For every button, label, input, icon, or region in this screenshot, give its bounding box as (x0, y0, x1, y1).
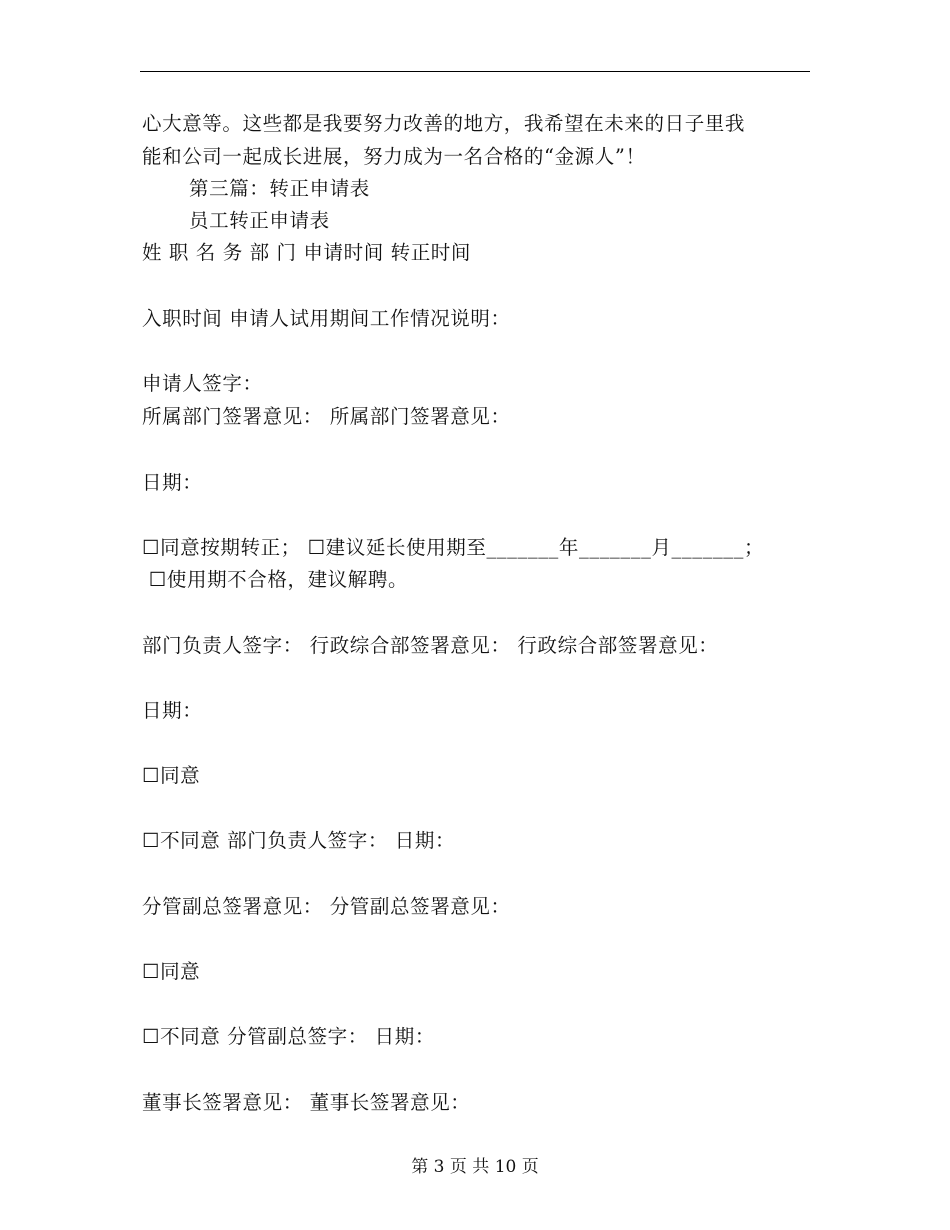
signature-opinion-row: 部门负责人签字： 行政综合部签署意见： 行政综合部签署意见： (142, 634, 719, 657)
form-title: 员工转正申请表 (189, 209, 330, 232)
checkbox-agree: ☐同意 (142, 960, 201, 983)
checkbox-option-row: ☐同意按期转正； ☐建议延长使用期至_______年_______月_______； (142, 536, 765, 559)
section-title: 第三篇：转正申请表 (189, 177, 370, 200)
chairman-opinion-label: 董事长签署意见： 董事长签署意见： (142, 1091, 471, 1114)
checkbox-agree: ☐同意 (142, 764, 201, 787)
vp-opinion-label: 分管副总签署意见： 分管副总签署意见： (142, 895, 511, 918)
checkbox-disagree-row: ☐不同意 分管副总签字： 日期： (142, 1025, 435, 1048)
date-label: 日期： (142, 471, 203, 494)
date-label: 日期： (142, 699, 203, 722)
form-field-row: 姓 职 名 务 部 门 申请时间 转正时间 (142, 241, 471, 264)
page-number-footer: 第 3 页 共 10 页 (411, 1157, 539, 1177)
department-opinion-label: 所属部门签署意见： 所属部门签署意见： (142, 405, 511, 428)
applicant-signature-label: 申请人签字： (142, 372, 263, 395)
form-field-row: 入职时间 申请人试用期间工作情况说明： (142, 307, 511, 330)
body-line: 心大意等。这些都是我要努力改善的地方，我希望在未来的日子里我 (142, 112, 746, 135)
checkbox-disagree-row: ☐不同意 部门负责人签字： 日期： (142, 829, 456, 852)
body-line: 能和公司一起成长进展，努力成为一名合格的“金源人”！ (142, 145, 646, 168)
header-rule (140, 71, 810, 72)
checkbox-option-row: ☐使用期不合格，建议解聘。 (142, 568, 409, 591)
